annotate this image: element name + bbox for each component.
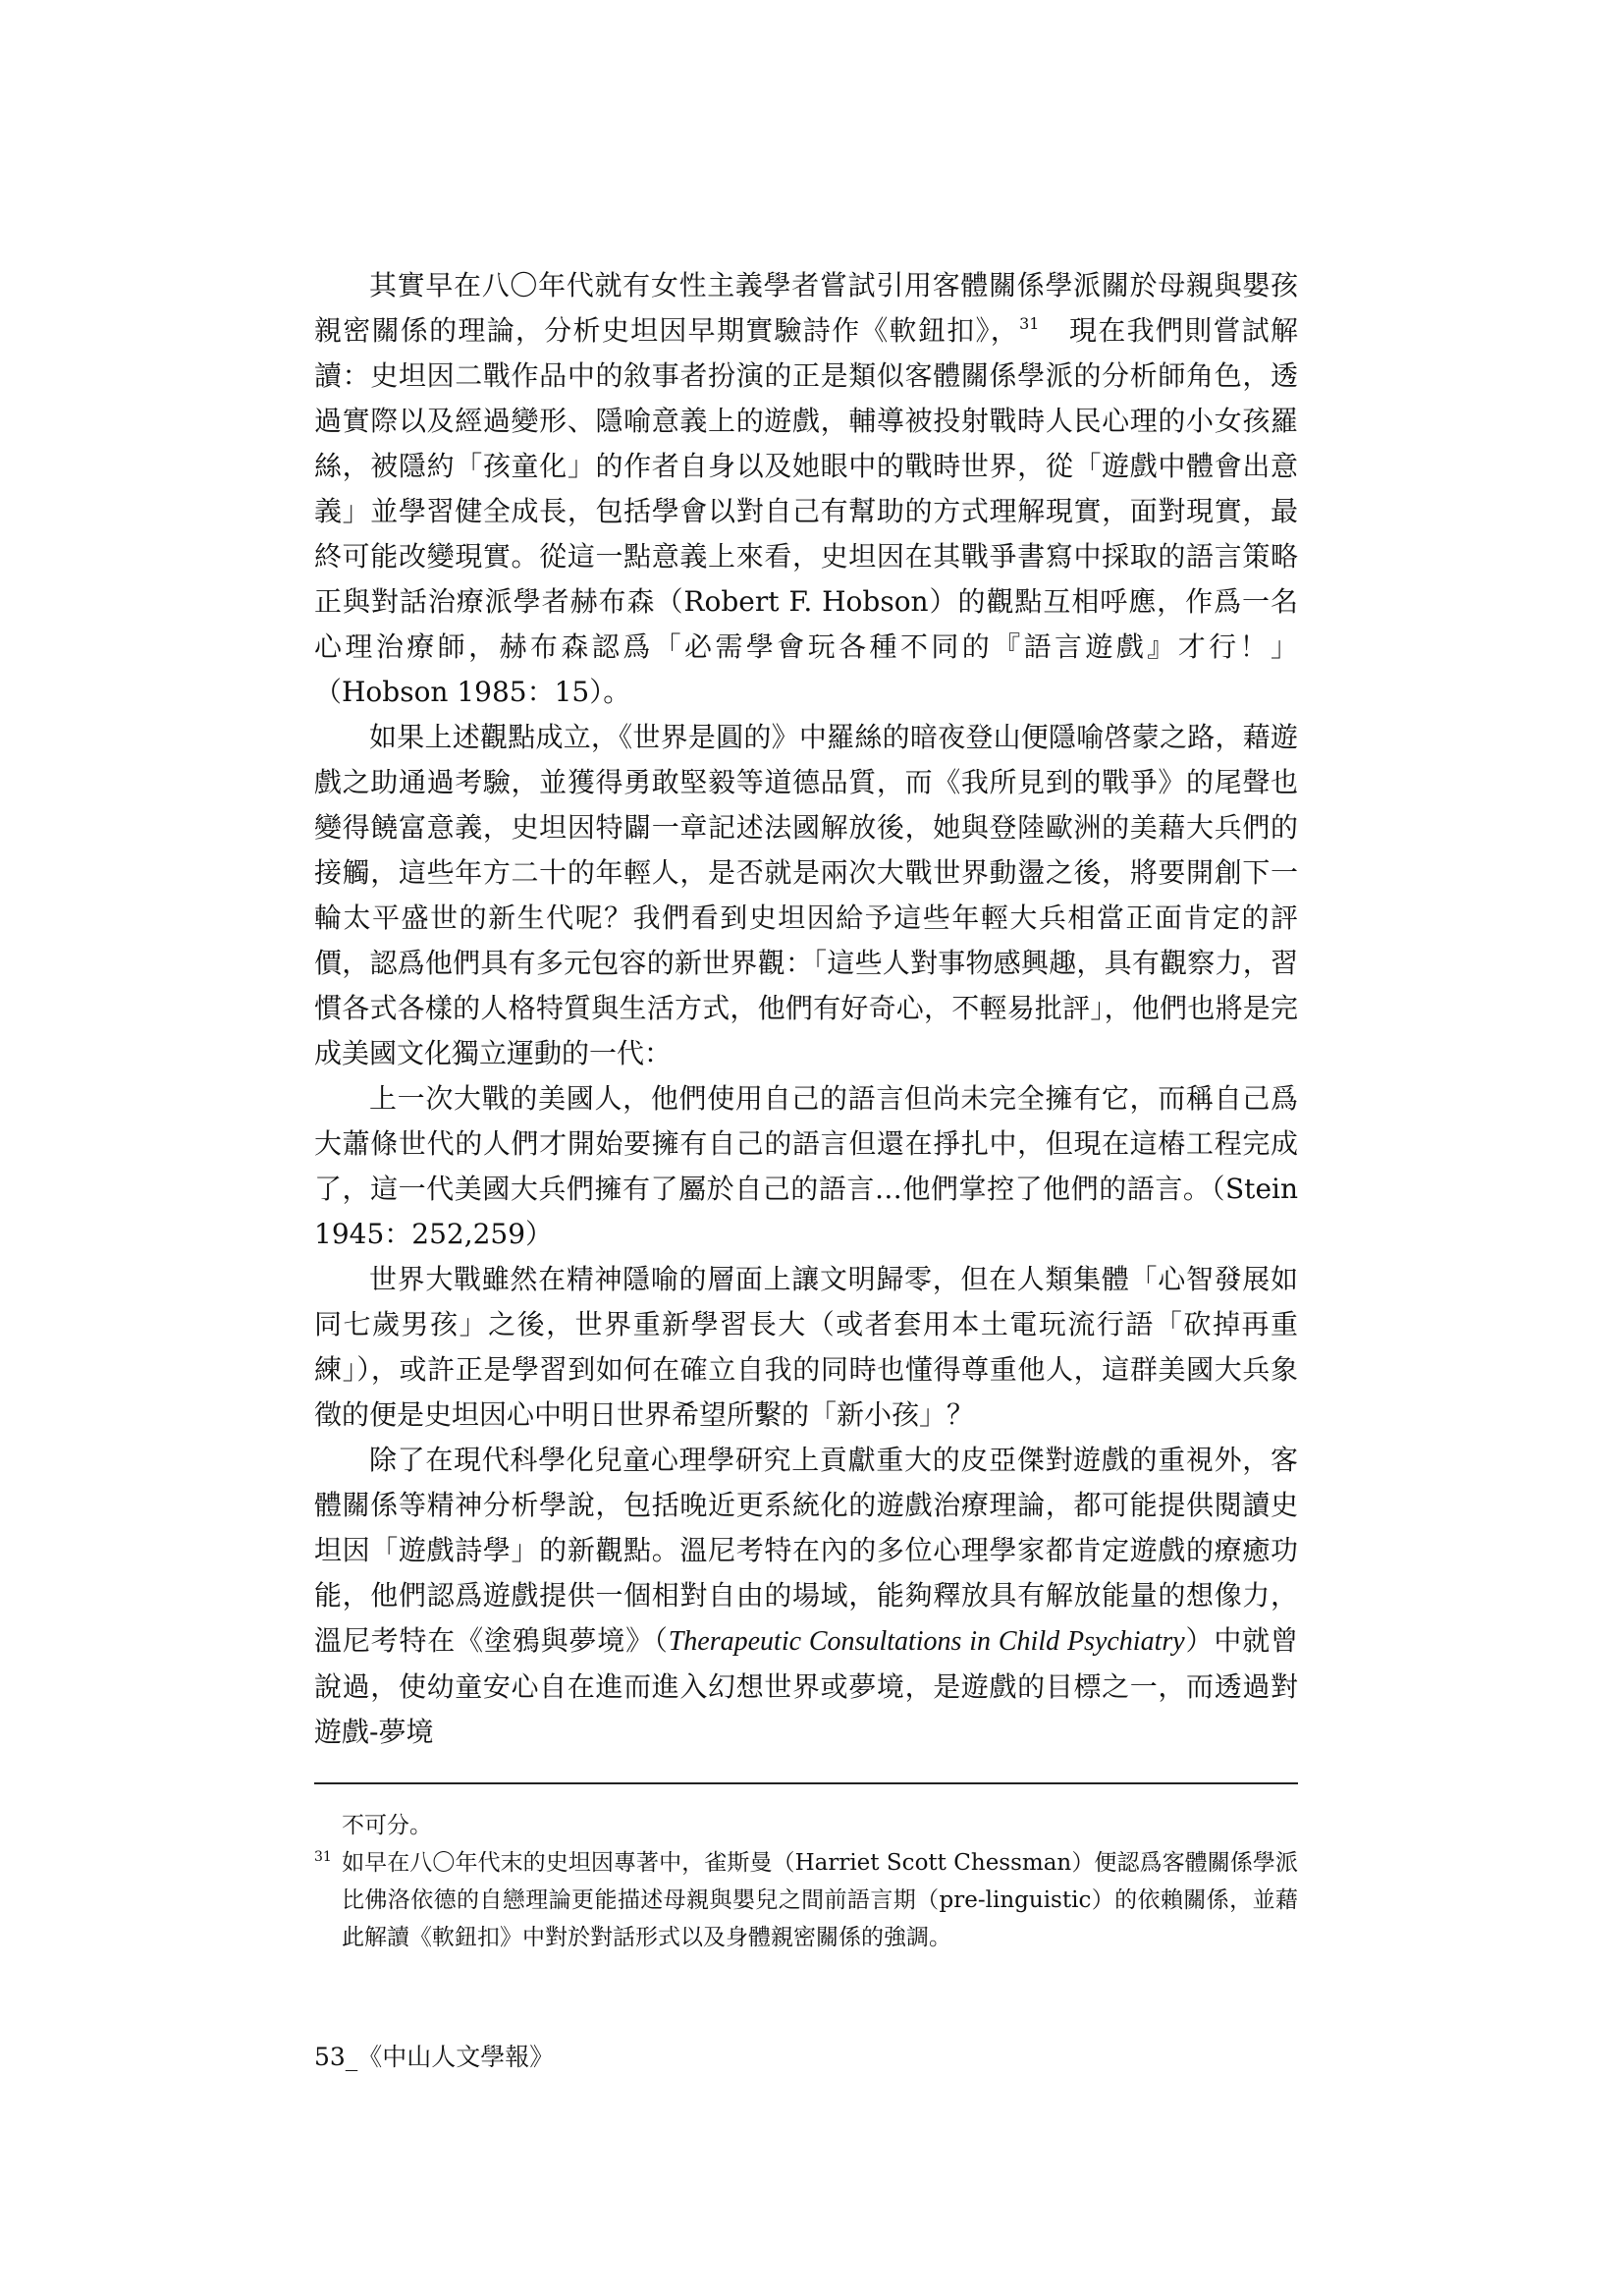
book-title-italic: Therapeutic Consultations in Child Psychiatry xyxy=(668,1626,1185,1657)
paragraph-4 xyxy=(314,1438,1298,1755)
footnote-31: $^{31}$ 如早在八〇年代末的史坦因專著中，雀斯曼（Harriet Scott Chessman）便認爲客體關係學派比佛洛依德的自戀理論更能描述母親與嬰兒之間前語言期（pre-linguistic）的依賴關係，並藉此解讀《軟鈕扣》中對於對話形式以及身體親密關係的強調。 xyxy=(314,1849,1298,1950)
paragraph-4-text-a: 除了在現代科學化兒童心理學研究上貢獻重大的皮亞傑對遊戲的重視外，客體關係等精神分析學說，包括晚近更系統化的遊戲治療理論，都可能提供閱讀史坦因「遊戲詩學」的新觀點。溫尼考特在內的多位心理學家都肯定遊戲的療癒功能，他們認爲遊戲提供一個相對自由的場域，能夠釋放具有解放能量的想像力，溫尼考特在《塗鴉與夢境》（ xyxy=(314,1444,1298,1657)
paragraph-1-text-b: 現在我們則嘗試解讀：史坦因二戰作品中的敘事者扮演的正是類似客體關係學派的分析師角色，透過實際以及經過變形、隱喻意義上的遊戲，輔導被投射戰時人民心理的小女孩羅絲，被隱約「孩童化」的作者自身以及她眼中的戰時世界，從「遊戲中體會出意義」並學習健全成長，包括學會以對自己有幫助的方式理解現實，面對現實，最終可能改變現實。從這一點意義上來看，史坦因在其戰爭書寫中採取的語言策略正與對話治療派學者赫布森（Robert F. Hobson）的觀點互相呼應，作爲一名心理治療師，赫布森認爲「必需學會玩各種不同的『語言遊戲』才行！」（Hobson 1985：15）。 xyxy=(314,314,1298,708)
paragraph-3: 世界大戰雖然在精神隱喻的層面上讓文明歸零，但在人類集體「心智發展如同七歲男孩」之後，世界重新學習長大（或者套用本土電玩流行語「砍掉再重練」），或許正是學習到如何在確立自我的同時也懂得尊重他人，這群美國大兵象徵的便是史坦因心中明日世界希望所繫的「新小孩」？ xyxy=(314,1263,1298,1431)
footnote-divider xyxy=(314,1782,1298,1784)
page-footer: 53_《中山人文學報》 xyxy=(314,2043,555,2071)
paragraph-1 xyxy=(314,263,1298,715)
paragraph-1-text-a: 其實早在八〇年代就有女性主義學者嘗試引用客體關係學派關於母親與嬰孩親密關係的理論，分析史坦因早期實驗詩作《軟鈕扣》， xyxy=(314,269,1298,347)
block-quote: 上一次大戰的美國人，他們使用自己的語言但尚未完全擁有它，而稱自己爲大蕭條世代的人們才開始要擁有自己的語言但還在掙扎中，但現在這樁工程完成了，這一代美國大兵們擁有了屬於自己的語言…他們掌控了他們的語言。（Stein 1945：252,259） xyxy=(314,1082,1298,1250)
paragraph-4-text-b: ）中就曾說過，使幼童安心自在進而進入幻想世界或夢境，是遊戲的目標之一，而透過對遊戲-夢境 xyxy=(314,1624,1298,1748)
footnote-continuation: 不可分。 xyxy=(342,1813,432,1838)
main-body xyxy=(314,263,1298,1755)
footnotes xyxy=(314,1807,1298,1956)
footnote-ref-31[interactable]: 31 xyxy=(1019,314,1040,333)
footnote-31-text: 如早在八〇年代末的史坦因專著中，雀斯曼（Harriet Scott Chessman）便認爲客體關係學派比佛洛依德的自戀理論更能描述母親與嬰兒之間前語言期（pre-linguistic）的依賴關係，並藉此解讀《軟鈕扣》中對於對話形式以及身體親密關係的強調。 xyxy=(342,1850,1298,1950)
paragraph-2: 如果上述觀點成立，《世界是圓的》中羅絲的暗夜登山便隱喻啓蒙之路，藉遊戲之助通過考驗，並獲得勇敢堅毅等道德品質，而《我所見到的戰爭》的尾聲也變得饒富意義，史坦因特闢一章記述法國解放後，她與登陸歐洲的美藉大兵們的接觸，這些年方二十的年輕人，是否就是兩次大戰世界動盪之後，將要開創下一輪太平盛世的新生代呢？我們看到史坦因給予這些年輕大兵相當正面肯定的評價，認爲他們具有多元包容的新世界觀：「這些人對事物感興趣，具有觀察力，習慣各式各樣的人格特質與生活方式，他們有好奇心，不輕易批評」，他們也將是完成美國文化獨立運動的一代： xyxy=(314,721,1298,1069)
